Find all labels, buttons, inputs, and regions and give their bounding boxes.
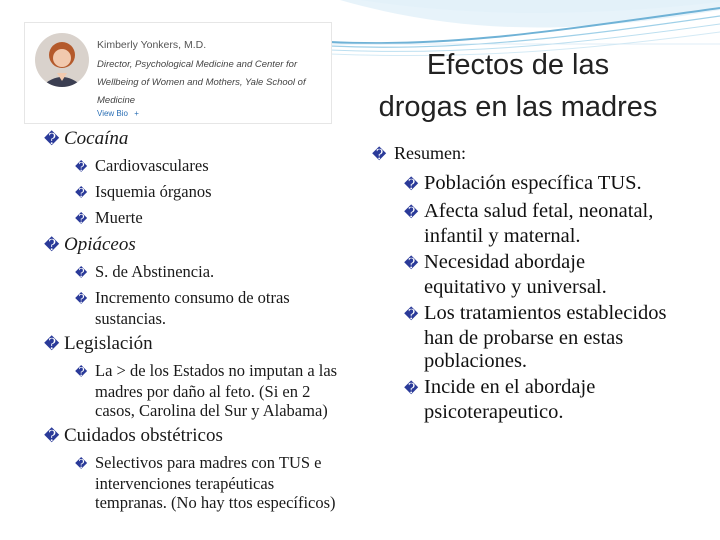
bullet-icon: �	[75, 212, 88, 226]
profile-name: Kimberly Yonkers, M.D.	[97, 39, 207, 51]
list-item: � Opiáceos	[44, 234, 136, 255]
list-subitem: � Muerte	[75, 208, 143, 227]
list-subitem: � Cardiovasculares	[75, 156, 209, 175]
bullet-icon: �	[75, 292, 88, 306]
bullet-icon: �	[44, 132, 60, 148]
profile-role: Director, Psychological Medicine and Center for Wellbeing of Women and Mothers, Yale School of Medicine	[97, 59, 306, 106]
list-item: � Afecta salud fetal, neonatal, infantil y maternal.	[404, 200, 654, 247]
bullet-icon: �	[404, 178, 419, 193]
bullet-icon: �	[75, 186, 88, 200]
bullet-icon: �	[75, 365, 88, 379]
bullet-icon: �	[44, 429, 60, 445]
person-photo-icon	[35, 33, 89, 87]
view-bio-link[interactable]: View Bio +	[97, 109, 139, 118]
list-subitem: � S. de Abstinencia.	[75, 262, 215, 281]
bullet-icon: �	[372, 148, 387, 163]
bullet-icon: �	[404, 257, 419, 272]
left-bullet-list	[44, 124, 346, 517]
list-subitem: � Isquemia órganos	[75, 182, 212, 201]
slide-title: Efectos de las drogas en las madres	[378, 49, 658, 123]
plus-icon: +	[134, 109, 139, 118]
right-bullet-list	[372, 142, 672, 427]
bullet-icon: �	[75, 266, 88, 280]
list-subitem: � La > de los Estados no imputan a las madres por daño al feto. (Si en 2 casos, Carolina del Sur y Alabama)	[75, 361, 338, 420]
list-heading: � Resumen:	[372, 142, 672, 167]
list-subitem: � Selectivos para madres con TUS e intervenciones terapéuticas tempranas. (No hay ttos específicos)	[75, 453, 336, 512]
list-item: � Los tratamientos establecidos han de probarse en estas poblaciones.	[404, 302, 667, 372]
list-item: � Necesidad abordaje equitativo y universal.	[404, 251, 607, 298]
list-item: � Legislación	[44, 333, 153, 354]
bullet-icon: �	[75, 457, 88, 471]
list-item: � Cocaína	[44, 128, 129, 149]
bullet-icon: �	[404, 308, 419, 323]
bullet-icon: �	[75, 160, 88, 174]
list-item: � Población específica TUS.	[404, 172, 672, 197]
list-item: � Cuidados obstétricos	[44, 425, 223, 446]
bullet-icon: �	[44, 238, 60, 254]
bullet-icon: �	[404, 382, 419, 397]
bullet-icon: �	[44, 337, 60, 353]
list-item: � Incide en el abordaje psicoterapeutico.	[404, 376, 596, 423]
bullet-icon: �	[404, 206, 419, 221]
list-subitem: � Incremento consumo de otras sustancias.	[75, 288, 290, 328]
profile-card	[24, 22, 332, 124]
